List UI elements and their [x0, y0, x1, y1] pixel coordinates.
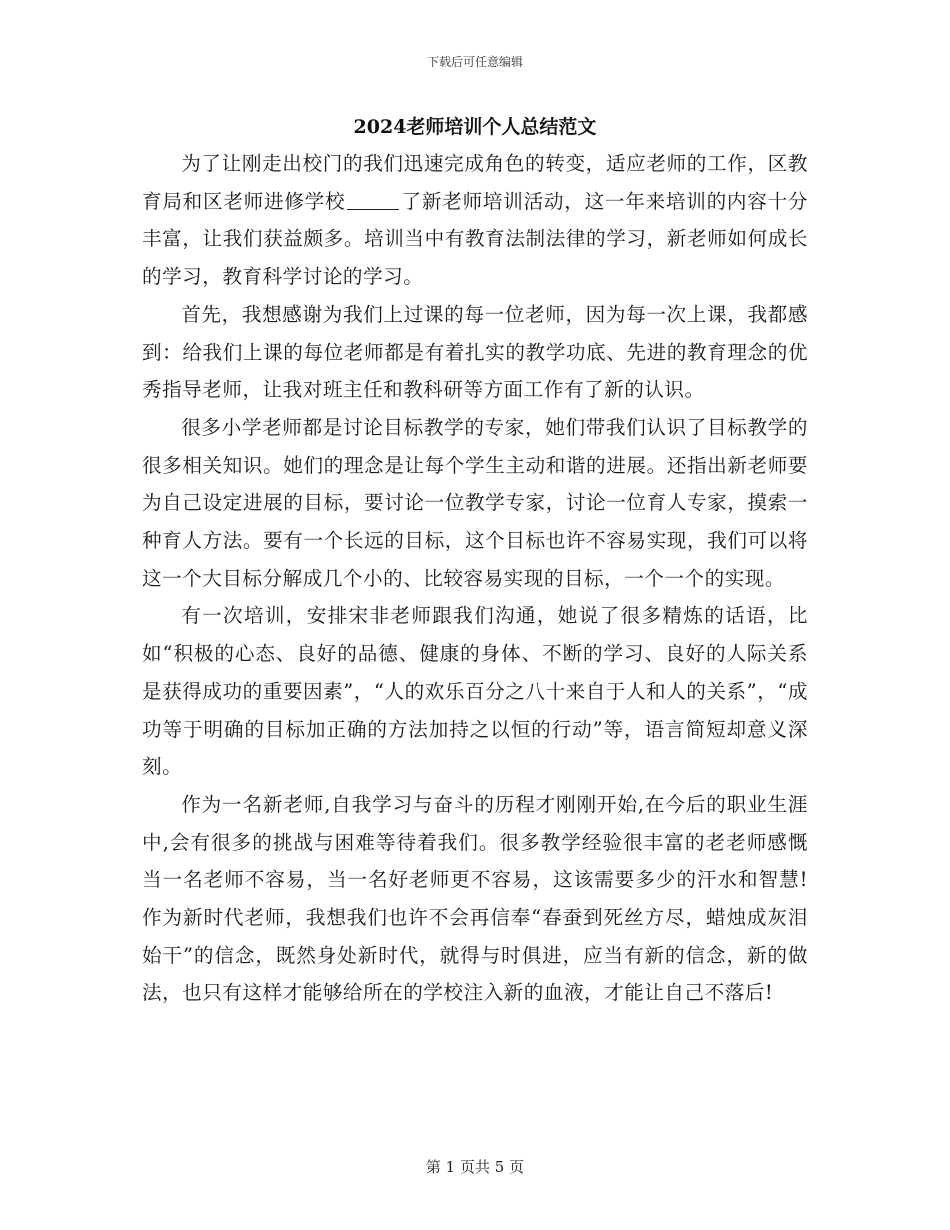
page-header: 下载后可任意编辑 — [426, 55, 523, 69]
document-title: 2024老师培训个人总结范文 — [353, 116, 597, 138]
paragraph-4: 有一次培训，安排宋非老师跟我们沟通，她说了很多精炼的话语，比如“积极的心态、良好的品德、健康的身体、不断的学习、良好的人际关系是获得成功的重要因素”，“人的欢乐百分之八十来自于人和人的关系”，“成功等于明确的目标加正确的方法加持之以恒的行动”等，语言简短却意义深刻。 — [142, 604, 808, 779]
page-footer: 第 1 页共 5 页 — [425, 1158, 525, 1176]
paragraph-5: 作为一名新老师,自我学习与奋斗的历程才刚刚开始,在今后的职业生涯中,会有很多的挑战与困难等待着我们。很多教学经验很丰富的老老师感慨当一名老师不容易，当一名好老师更不容易，这该需要多少的汗水和智慧!作为新时代老师，我想我们也许不会再信奉“春蚕到死丝方尽，蜡烛成灰泪始干”的信念，既然身处新时代，就得与时俱进，应当有新的信念，新的做法，也只有这样才能够给所在的学校注入新的血液，才能让自己不落后! — [142, 792, 808, 1005]
document-body — [142, 145, 808, 1012]
fill-in-blank — [347, 191, 399, 210]
paragraph-1-text-before-blank: 为了让刚走出校门的我们迅速完成角色的转变，适应老师的工作，区教育局和区老师进修学校 — [142, 152, 808, 213]
paragraph-1 — [142, 145, 808, 296]
paragraph-1-text-after-blank: 了新老师培训活动，这一年来培训的内容十分丰富，让我们获益颇多。培训当中有教育法制法律的学习，新老师如何成长的学习，教育科学讨论的学习。 — [142, 189, 809, 289]
paragraph-3: 很多小学老师都是讨论目标教学的专家，她们带我们认识了目标教学的很多相关知识。她们的理念是让每个学生主动和谐的进展。还指出新老师要为自己设定进展的目标，要讨论一位教学专家，讨论一位育人专家，摸索一种育人方法。要有一个长远的目标，这个目标也许不容易实现，我们可以将这一个大目标分解成几个小的、比较容易实现的目标，一个一个的实现。 — [142, 415, 808, 590]
paragraph-2: 首先，我想感谢为我们上过课的每一位老师，因为每一次上课，我都感到：给我们上课的每位老师都是有着扎实的教学功底、先进的教育理念的优秀指导老师，让我对班主任和教科研等方面工作有了新的认识。 — [142, 302, 808, 402]
